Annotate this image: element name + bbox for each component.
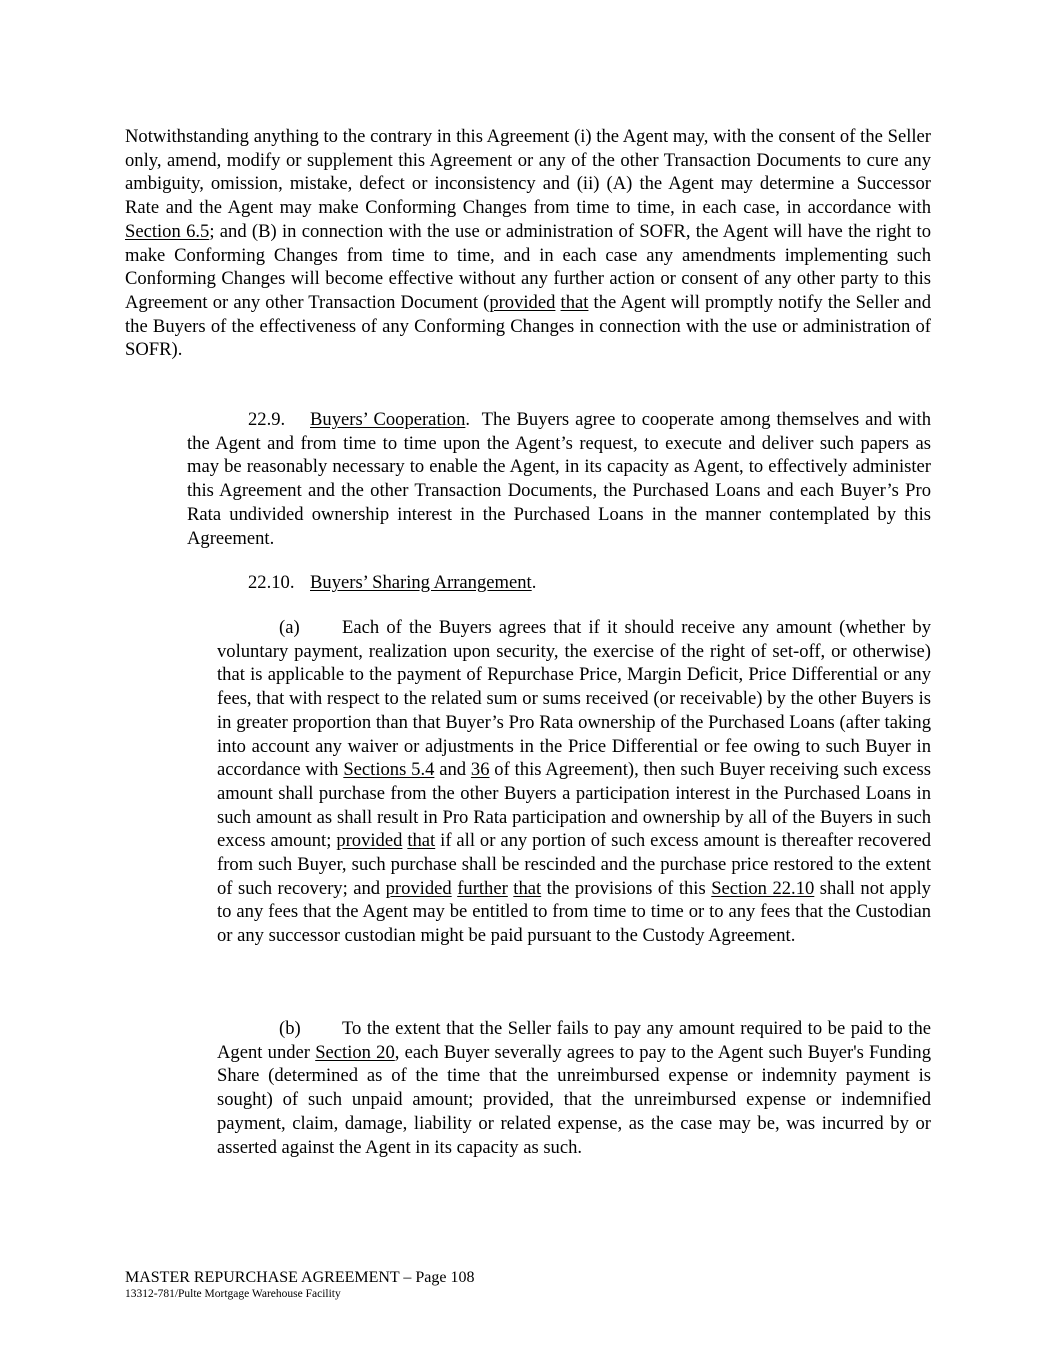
text: the Agent will promptly notify the Seller and the Buyers of the effectiveness of any Conforming Changes in connection with the use or administration of SOFR).: [125, 291, 932, 361]
section-22-9: 22.9. Buyers’ Cooperation. The Buyers agree to cooperate among themselves and with the Agent and from time to time upon the Agent’s request, to execute and deliver such papers as may be reasonably necessary to enable the Agent, in its capacity as Agent, to effectively administer this Agreement and the other Transaction Documents, the Purchased Loans and each Buyer’s Pro Rata undivided ownership interest in the Purchased Loans in the manner contemplated by this Agreement.: [187, 409, 932, 549]
emphasis-provided: provided: [385, 877, 452, 899]
paragraph-amendments: [125, 125, 931, 362]
section-heading: Buyers’ Cooperation: [310, 409, 466, 430]
footer-title: MASTER REPURCHASE AGREEMENT – Page 108: [125, 1269, 475, 1286]
subparagraph-label: (b): [279, 1018, 301, 1039]
cross-reference: Section 22.10: [711, 877, 815, 899]
cross-reference: Section 6.5: [125, 220, 210, 242]
section-body: The Buyers agree to cooperate among themselves and with the Agent and from time to time upon the Agent’s request, to execute and deliver such papers as may be reasonably necessary to enable the Agent, in its capacity as Agent, to effectively administer this Agreement and the other Transaction Documents, the Purchased Loans and each Buyer’s Pro Rata undivided ownership interest in the Purchased Loans in the manner contemplated by this Agreement.: [187, 409, 932, 549]
subparagraph-a: [217, 616, 931, 948]
text: of this Agreement), then such Buyer receiving such excess amount shall purchase from the other Buyers a participation interest in the Purchased Loans in such amount as shall result in Pro Rata participation and ownership by all of the Buyers in such excess amount;: [217, 759, 931, 852]
section-22-10: 22.10. Buyers’ Sharing Arrangement.: [248, 572, 537, 593]
text: the provisions of this: [541, 877, 712, 899]
section-heading: Buyers’ Sharing Arrangement: [310, 572, 532, 593]
text: , each Buyer severally agrees to pay to the Agent such Buyer's Funding Share (determined as of the time that the unreimbursed expense or indemnity payment is sought) of such unpaid amount; provided, that the unreimbursed expense or indemnified payment, claim, damage, liability or related expense, as the case may be, was incurred by or asserted against the Agent in its capacity as such.: [217, 1041, 932, 1158]
emphasis-that: that: [513, 877, 542, 899]
cross-reference: Sections 5.4: [343, 759, 435, 781]
emphasis-that: that: [560, 291, 589, 313]
text: Each of the Buyers agrees that if it should receive any amount (whether by voluntary payment, realization upon security, the exercise of the right of set-off, or otherwise) that is applicable to the payment of Repurchase Price, Margin Deficit, Price Differential or any fees, that with respect to the related sum or sums received (or receivable) by the other Buyers is in greater proportion than that Buyer’s Pro Rata ownership of the Purchased Loans (after taking into account any waiver or adjustments in the Price Differential or fee owing to such Buyer in accordance with: [217, 617, 931, 781]
text: and: [434, 759, 471, 781]
subparagraph-b: [217, 1017, 931, 1159]
emphasis-that: that: [407, 830, 436, 852]
footer-subtitle: 13312-781/Pulte Mortgage Warehouse Facility: [125, 1288, 341, 1300]
text: Notwithstanding anything to the contrary in this Agreement (i) the Agent may, with the consent of the Seller only, amend, modify or supplement this Agreement or any of the other Transaction Documents to cure any ambiguity, omission, mistake, defect or inconsistency and (ii) (A) the Agent may determine a Successor Rate and the Agent may make Conforming Changes from time to time, in each case, in accordance with: [125, 126, 931, 219]
emphasis-provided: provided: [489, 291, 556, 313]
subparagraph-label: (a): [279, 617, 300, 638]
text: if all or any portion of such excess amount is thereafter recovered from such Buyer, such purchase shall be rescinded and the purchase price restored to the extent of such recovery; and: [217, 830, 932, 899]
page-footer: [125, 1268, 475, 1301]
section-number: 22.9.: [248, 409, 286, 430]
emphasis-further: further: [457, 877, 508, 899]
text: To the extent that the Seller fails to pay any amount required to be paid to the Agent under: [217, 1018, 931, 1063]
text: shall not apply to any fees that the Agent may be entitled to from time to time or to any fees that the Custodian or any successor custodian might be paid pursuant to the Custody Agreement.: [217, 877, 931, 947]
emphasis-provided: provided: [336, 830, 403, 852]
text: ; and (B) in connection with the use or administration of SOFR, the Agent will have the right to make Conforming Changes from time to time, and in each case any amendments implementing such Conforming Changes will become effective without any further action or consent of any other party to this Agreement or any other Transaction Document (: [125, 220, 931, 313]
cross-reference: Section 20: [315, 1041, 395, 1063]
section-number: 22.10.: [248, 572, 295, 593]
cross-reference: 36: [470, 759, 490, 781]
